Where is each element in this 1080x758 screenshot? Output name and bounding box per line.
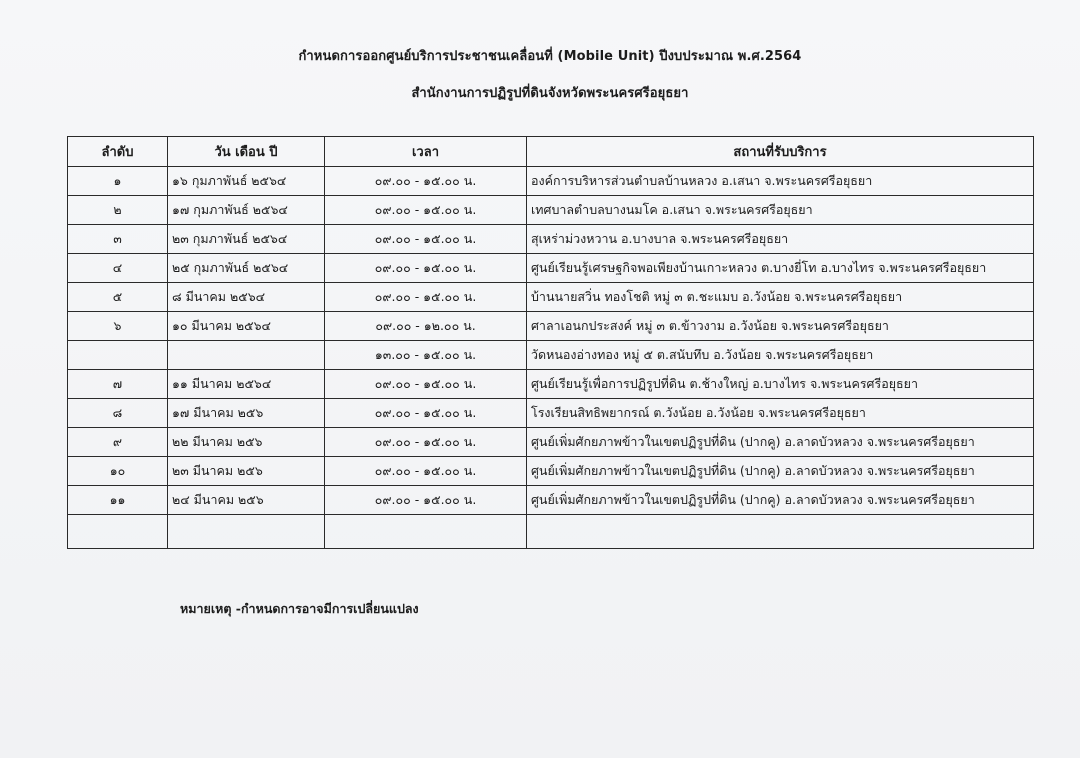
table-body [68,167,1034,549]
column-header-place: สถานที่รับบริการ [527,137,1034,167]
cell-date: ๒๔ มีนาคม ๒๕๖ [168,486,325,515]
table-row [68,399,1034,428]
empty-cell [68,515,168,549]
footnote: หมายเหตุ -กำหนดการอาจมีการเปลี่ยนแปลง [180,601,419,616]
cell-no: ๑๑ [68,486,168,515]
table-row [68,312,1034,341]
cell-date [168,341,325,370]
cell-no: ๔ [68,254,168,283]
cell-date: ๒๒ มีนาคม ๒๕๖ [168,428,325,457]
cell-no: ๓ [68,225,168,254]
cell-date: ๑๗ มีนาคม ๒๕๖ [168,399,325,428]
table-row [68,486,1034,515]
cell-time: ๑๓.๐๐ - ๑๕.๐๐ น. [325,341,527,370]
cell-date: ๒๓ มีนาคม ๒๕๖ [168,457,325,486]
table-row [68,196,1034,225]
table-row [68,225,1034,254]
cell-time: ๐๙.๐๐ - ๑๕.๐๐ น. [325,370,527,399]
cell-place: ศูนย์เรียนรู้เศรษฐกิจพอเพียงบ้านเกาะหลวง ต.บางยี่โท อ.บางไทร จ.พระนครศรีอยุธยา [527,254,1034,283]
table-row [68,341,1034,370]
cell-time: ๐๙.๐๐ - ๑๕.๐๐ น. [325,225,527,254]
table-row [68,370,1034,399]
cell-place: โรงเรียนสิทธิพยากรณ์ ต.วังน้อย อ.วังน้อย จ.พระนครศรีอยุธยา [527,399,1034,428]
cell-place: องค์การบริหารส่วนตำบลบ้านหลวง อ.เสนา จ.พระนครศรีอยุธยา [527,167,1034,196]
table-row [68,254,1034,283]
cell-place: บ้านนายสวิ่น ทองโชติ หมู่ ๓ ต.ชะแมบ อ.วังน้อย จ.พระนครศรีอยุธยา [527,283,1034,312]
cell-no: ๘ [68,399,168,428]
cell-no: ๑ [68,167,168,196]
cell-place: ศูนย์เพิ่มศักยภาพข้าวในเขตปฏิรูปที่ดิน (ปากคู) อ.ลาดบัวหลวง จ.พระนครศรีอยุธยา [527,457,1034,486]
column-header-date: วัน เดือน ปี [168,137,325,167]
cell-place: วัดหนองอ่างทอง หมู่ ๕ ต.สนับทึบ อ.วังน้อย จ.พระนครศรีอยุธยา [527,341,1034,370]
cell-place: ศาลาเอนกประสงค์ หมู่ ๓ ต.ข้าวงาม อ.วังน้อย จ.พระนครศรีอยุธยา [527,312,1034,341]
cell-no [68,341,168,370]
cell-time: ๐๙.๐๐ - ๑๕.๐๐ น. [325,486,527,515]
cell-place: เทศบาลตำบลบางนมโค อ.เสนา จ.พระนครศรีอยุธยา [527,196,1034,225]
table-row [68,457,1034,486]
cell-place: สุเหร่าม่วงหวาน อ.บางบาล จ.พระนครศรีอยุธยา [527,225,1034,254]
cell-time: ๐๙.๐๐ - ๑๕.๐๐ น. [325,428,527,457]
table-header [68,137,1034,167]
cell-place: ศูนย์เพิ่มศักยภาพข้าวในเขตปฏิรูปที่ดิน (ปากคู) อ.ลาดบัวหลวง จ.พระนครศรีอยุธยา [527,428,1034,457]
cell-time: ๐๙.๐๐ - ๑๕.๐๐ น. [325,457,527,486]
cell-no: ๗ [68,370,168,399]
cell-no: ๕ [68,283,168,312]
cell-time: ๐๙.๐๐ - ๑๕.๐๐ น. [325,167,527,196]
document-subtitle: สำนักงานการปฏิรูปที่ดินจังหวัดพระนครศรีอยุธยา [411,86,689,101]
header-row [68,137,1034,167]
empty-table-row [68,515,1034,549]
cell-date: ๑๖ กุมภาพันธ์ ๒๕๖๔ [168,167,325,196]
cell-place: ศูนย์เรียนรู้เพื่อการปฏิรูปที่ดิน ต.ช้างใหญ่ อ.บางไทร จ.พระนครศรีอยุธยา [527,370,1034,399]
document-title: กำหนดการออกศูนย์บริการประชาชนเคลื่อนที่ (Mobile Unit) ปีงบประมาณ พ.ศ.2564 [298,49,802,64]
table-row [68,167,1034,196]
cell-time: ๐๙.๐๐ - ๑๕.๐๐ น. [325,196,527,225]
table-row [68,283,1034,312]
cell-time: ๐๙.๐๐ - ๑๒.๐๐ น. [325,312,527,341]
table-row [68,428,1034,457]
cell-time: ๐๙.๐๐ - ๑๕.๐๐ น. [325,254,527,283]
empty-cell [168,515,325,549]
column-header-time: เวลา [325,137,527,167]
cell-time: ๐๙.๐๐ - ๑๕.๐๐ น. [325,399,527,428]
column-header-no: ลำดับ [68,137,168,167]
cell-no: ๑๐ [68,457,168,486]
cell-date: ๑๗ กุมภาพันธ์ ๒๕๖๔ [168,196,325,225]
empty-cell [325,515,527,549]
cell-no: ๖ [68,312,168,341]
schedule-table [67,136,1034,549]
cell-no: ๒ [68,196,168,225]
cell-place: ศูนย์เพิ่มศักยภาพข้าวในเขตปฏิรูปที่ดิน (ปากคู) อ.ลาดบัวหลวง จ.พระนครศรีอยุธยา [527,486,1034,515]
cell-date: ๘ มีนาคม ๒๕๖๔ [168,283,325,312]
cell-date: ๑๑ มีนาคม ๒๕๖๔ [168,370,325,399]
cell-date: ๒๓ กุมภาพันธ์ ๒๕๖๔ [168,225,325,254]
empty-cell [527,515,1034,549]
cell-date: ๑๐ มีนาคม ๒๕๖๔ [168,312,325,341]
cell-date: ๒๕ กุมภาพันธ์ ๒๕๖๔ [168,254,325,283]
cell-no: ๙ [68,428,168,457]
cell-time: ๐๙.๐๐ - ๑๕.๐๐ น. [325,283,527,312]
